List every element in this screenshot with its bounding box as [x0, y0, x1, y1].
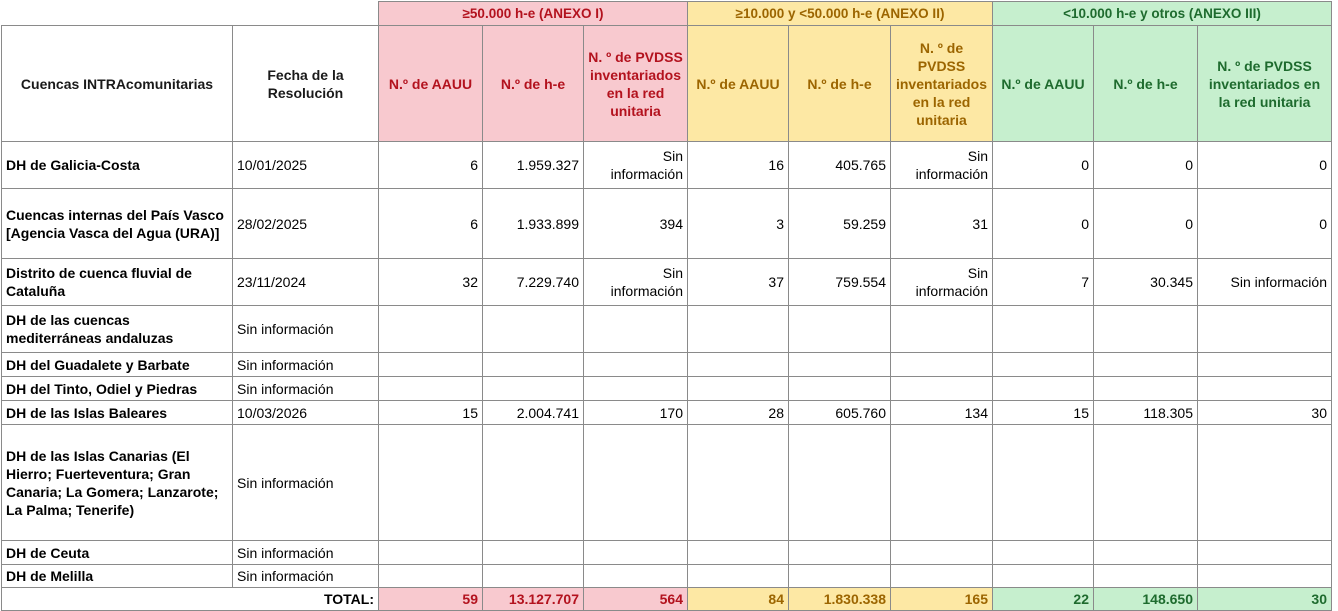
header-cuencas: Cuencas INTRAcomunitarias — [2, 26, 233, 142]
total-he: 1.830.338 — [789, 588, 891, 611]
fecha-cell: 10/03/2026 — [233, 401, 379, 425]
group-anexo3: <10.000 h-e y otros (ANEXO III) — [993, 2, 1332, 26]
aauu-cell — [379, 353, 483, 377]
cuenca-name: Cuencas internas del País Vasco [Agencia Vasca del Agua (URA)] — [2, 189, 233, 259]
fecha-cell: Sin información — [233, 425, 379, 541]
he-cell — [789, 565, 891, 588]
fecha-cell: Sin información — [233, 377, 379, 401]
table-row — [2, 353, 1332, 377]
he-cell — [483, 377, 584, 401]
pvdss-cell — [584, 353, 688, 377]
he-cell — [483, 353, 584, 377]
pvdss-cell — [1198, 306, 1332, 353]
table-row — [2, 425, 1332, 541]
aauu-cell — [993, 353, 1094, 377]
he-cell — [483, 565, 584, 588]
cuenca-name: DH de Melilla — [2, 565, 233, 588]
he-cell: 1.959.327 — [483, 142, 584, 189]
he-cell: 118.305 — [1094, 401, 1198, 425]
pvdss-cell — [584, 377, 688, 401]
pvdss-cell — [1198, 377, 1332, 401]
fecha-cell: 28/02/2025 — [233, 189, 379, 259]
aauu-cell: 15 — [993, 401, 1094, 425]
aauu-cell — [379, 541, 483, 565]
cuenca-name: DH de Ceuta — [2, 541, 233, 565]
pvdss-cell — [1198, 541, 1332, 565]
pvdss-cell: Sin información — [891, 259, 993, 306]
group-header-row — [2, 2, 1332, 26]
aauu-cell: 3 — [688, 189, 789, 259]
aauu-cell — [688, 565, 789, 588]
group-anexo2: ≥10.000 y <50.000 h-e (ANEXO II) — [688, 2, 993, 26]
aauu-cell: 7 — [993, 259, 1094, 306]
he-cell — [1094, 565, 1198, 588]
pvdss-cell: Sin información — [584, 142, 688, 189]
he-cell — [1094, 425, 1198, 541]
he-cell: 405.765 — [789, 142, 891, 189]
he-cell — [483, 425, 584, 541]
total-aauu: 59 — [379, 588, 483, 611]
aauu-cell: 15 — [379, 401, 483, 425]
fecha-cell: Sin información — [233, 565, 379, 588]
he-cell — [1094, 541, 1198, 565]
cuenca-name: DH de las Islas Canarias (El Hierro; Fuerteventura; Gran Canaria; La Gomera; Lanzarote; La Palma; Tenerife) — [2, 425, 233, 541]
pvdss-cell: 170 — [584, 401, 688, 425]
aauu-cell — [379, 306, 483, 353]
total-label: TOTAL: — [2, 588, 379, 611]
total-he: 13.127.707 — [483, 588, 584, 611]
resolutions-table — [1, 1, 1332, 611]
aauu-cell — [993, 425, 1094, 541]
aauu-cell: 6 — [379, 142, 483, 189]
corner-blank — [2, 2, 233, 26]
pvdss-cell: Sin información — [584, 259, 688, 306]
table-row — [2, 142, 1332, 189]
aauu-cell: 32 — [379, 259, 483, 306]
cuenca-name: DH del Tinto, Odiel y Piedras — [2, 377, 233, 401]
column-header-row — [2, 26, 1332, 142]
pvdss-cell: 0 — [1198, 189, 1332, 259]
total-pvdss: 165 — [891, 588, 993, 611]
aauu-cell — [993, 565, 1094, 588]
aauu-cell — [379, 377, 483, 401]
he-cell — [789, 377, 891, 401]
table-row — [2, 401, 1332, 425]
corner-blank — [233, 2, 379, 26]
header-he: N.º de h-e — [789, 26, 891, 142]
he-cell — [789, 425, 891, 541]
pvdss-cell — [1198, 565, 1332, 588]
pvdss-cell: 394 — [584, 189, 688, 259]
aauu-cell — [688, 425, 789, 541]
aauu-cell — [379, 425, 483, 541]
pvdss-cell: Sin información — [1198, 259, 1332, 306]
pvdss-cell: 0 — [1198, 142, 1332, 189]
he-cell — [1094, 306, 1198, 353]
aauu-cell: 28 — [688, 401, 789, 425]
he-cell: 7.229.740 — [483, 259, 584, 306]
aauu-cell — [688, 306, 789, 353]
cuenca-name: Distrito de cuenca fluvial de Cataluña — [2, 259, 233, 306]
he-cell: 605.760 — [789, 401, 891, 425]
he-cell: 59.259 — [789, 189, 891, 259]
fecha-cell: Sin información — [233, 541, 379, 565]
header-pvdss: N. º de PVDSS inventariados en la red unitaria — [1198, 26, 1332, 142]
pvdss-cell — [891, 425, 993, 541]
he-cell: 1.933.899 — [483, 189, 584, 259]
total-pvdss: 564 — [584, 588, 688, 611]
aauu-cell — [688, 353, 789, 377]
he-cell: 759.554 — [789, 259, 891, 306]
header-pvdss: N. º de PVDSS inventariados en la red unitaria — [584, 26, 688, 142]
he-cell — [789, 541, 891, 565]
total-pvdss: 30 — [1198, 588, 1332, 611]
header-he: N.º de h-e — [483, 26, 584, 142]
group-anexo1: ≥50.000 h-e (ANEXO I) — [379, 2, 688, 26]
cuenca-name: DH de Galicia-Costa — [2, 142, 233, 189]
fecha-cell: Sin información — [233, 306, 379, 353]
aauu-cell — [379, 565, 483, 588]
he-cell — [789, 353, 891, 377]
fecha-cell: Sin información — [233, 353, 379, 377]
pvdss-cell: 30 — [1198, 401, 1332, 425]
he-cell — [789, 306, 891, 353]
total-row — [2, 588, 1332, 611]
he-cell: 2.004.741 — [483, 401, 584, 425]
pvdss-cell — [891, 565, 993, 588]
cuenca-name: DH de las cuencas mediterráneas andaluzas — [2, 306, 233, 353]
pvdss-cell — [584, 541, 688, 565]
table-row — [2, 541, 1332, 565]
total-aauu: 84 — [688, 588, 789, 611]
table-row — [2, 306, 1332, 353]
pvdss-cell — [891, 306, 993, 353]
header-pvdss: N. º de PVDSS inventariados en la red unitaria — [891, 26, 993, 142]
he-cell — [483, 541, 584, 565]
aauu-cell: 0 — [993, 142, 1094, 189]
he-cell — [1094, 377, 1198, 401]
header-he: N.º de h-e — [1094, 26, 1198, 142]
pvdss-cell — [891, 353, 993, 377]
pvdss-cell — [584, 425, 688, 541]
header-aauu: N.º de AAUU — [688, 26, 789, 142]
aauu-cell — [993, 306, 1094, 353]
aauu-cell — [993, 377, 1094, 401]
total-aauu: 22 — [993, 588, 1094, 611]
he-cell: 0 — [1094, 142, 1198, 189]
fecha-cell: 23/11/2024 — [233, 259, 379, 306]
total-he: 148.650 — [1094, 588, 1198, 611]
pvdss-cell: Sin información — [891, 142, 993, 189]
cuenca-name: DH de las Islas Baleares — [2, 401, 233, 425]
aauu-cell — [993, 541, 1094, 565]
table-row — [2, 377, 1332, 401]
pvdss-cell — [584, 565, 688, 588]
table-row — [2, 259, 1332, 306]
pvdss-cell — [891, 541, 993, 565]
he-cell: 0 — [1094, 189, 1198, 259]
table-row — [2, 189, 1332, 259]
pvdss-cell — [1198, 425, 1332, 541]
aauu-cell: 16 — [688, 142, 789, 189]
aauu-cell — [688, 541, 789, 565]
he-cell: 30.345 — [1094, 259, 1198, 306]
pvdss-cell — [1198, 353, 1332, 377]
fecha-cell: 10/01/2025 — [233, 142, 379, 189]
he-cell — [483, 306, 584, 353]
aauu-cell: 0 — [993, 189, 1094, 259]
he-cell — [1094, 353, 1198, 377]
aauu-cell: 37 — [688, 259, 789, 306]
aauu-cell — [688, 377, 789, 401]
aauu-cell: 6 — [379, 189, 483, 259]
pvdss-cell — [584, 306, 688, 353]
header-aauu: N.º de AAUU — [993, 26, 1094, 142]
header-aauu: N.º de AAUU — [379, 26, 483, 142]
pvdss-cell: 134 — [891, 401, 993, 425]
header-fecha: Fecha de la Resolución — [233, 26, 379, 142]
pvdss-cell: 31 — [891, 189, 993, 259]
table-row — [2, 565, 1332, 588]
pvdss-cell — [891, 377, 993, 401]
cuenca-name: DH del Guadalete y Barbate — [2, 353, 233, 377]
